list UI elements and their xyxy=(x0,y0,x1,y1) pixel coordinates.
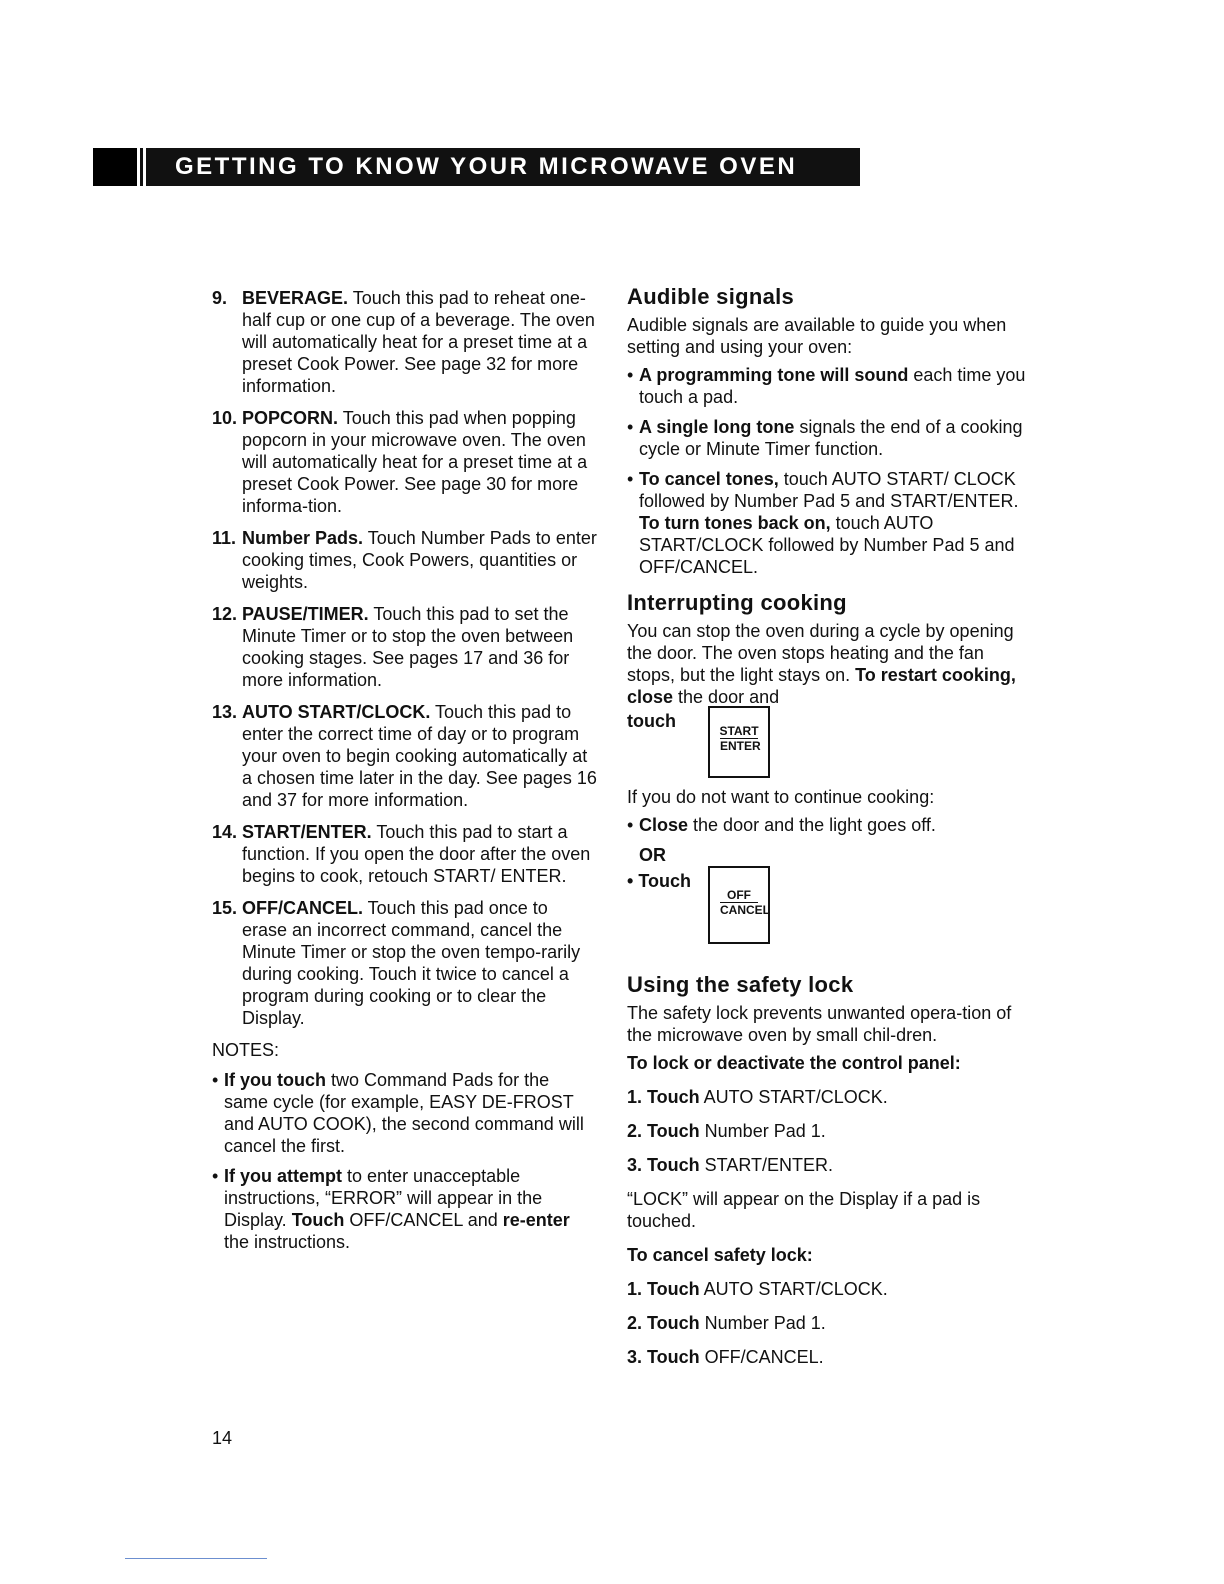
start-enter-key: START ENTER xyxy=(708,706,770,778)
item-number: 15. xyxy=(212,898,238,918)
audible-bullet: • To cancel tones, touch AUTO START/ CLOCK followed by Number Pad 5 and START/ENTER. To turn tones back on, touch AUTO START/CLOCK followed by Number Pad 5 and OFF/CANCEL. xyxy=(627,469,1019,577)
touch-off-row xyxy=(627,870,1027,956)
off-cancel-key: OFF CANCEL xyxy=(708,866,770,944)
item-text: Touch this pad to set the Minute Timer or to stop the oven between cooking stages. See pages 17 and 36 for more information. xyxy=(242,604,574,690)
item-label: BEVERAGE. xyxy=(242,288,349,308)
safety-intro: The safety lock prevents unwanted opera-tion of the microwave oven by small chil-dren. xyxy=(627,1003,1012,1045)
continue-paragraph: If you do not want to continue cooking: xyxy=(627,787,935,807)
close-bullet: • Close the door and the light goes off. xyxy=(627,815,936,835)
bullet-dot: • xyxy=(212,1070,219,1090)
item-label: START/ENTER. xyxy=(242,822,372,842)
item-text: Touch this pad to reheat one-half cup or one cup of a beverage. The oven will automatically heat for a preset time at a preset Cook Power. See page 32 for more information. xyxy=(242,288,595,396)
interrupt-paragraph: You can stop the oven during a cycle by opening the door. The oven stops heating and the fan stops, but the light stays on. To restart cooking, close the door and xyxy=(627,621,1016,707)
cancel-heading: To cancel safety lock: xyxy=(627,1245,813,1265)
cancel-step: 2. Touch Number Pad 1. xyxy=(627,1313,826,1333)
item-text: Touch this pad when popping popcorn in your microwave oven. The oven will automatically heat for a preset time at a preset Cook Power. See page 30 for more informa-tion. xyxy=(242,408,588,516)
item-text: Touch this pad to start a function. If you open the door after the oven begins to cook, retouch START/ ENTER. xyxy=(242,822,591,886)
list-item xyxy=(212,821,597,887)
touch-bullet: • Touch xyxy=(627,871,691,891)
header-stripe-1 xyxy=(137,148,140,186)
cancel-step: 3. Touch OFF/CANCEL. xyxy=(627,1347,824,1367)
note-bullet: • If you touch two Command Pads for the same cycle (for example, EASY DE-FROST and AUTO COOK), the second command will cancel the first. xyxy=(212,1070,584,1156)
section-title: GETTING TO KNOW YOUR MICROWAVE OVEN xyxy=(175,153,798,180)
page-number: 14 xyxy=(212,1428,233,1448)
bottom-rule xyxy=(125,1558,267,1559)
item-label: PAUSE/TIMER. xyxy=(242,604,369,624)
touch-start-row xyxy=(627,710,1027,786)
item-text: Touch this pad once to erase an incorrect command, cancel the Minute Timer or stop the oven tempo-rarily during cooking. Touch it twice to cancel a program during cooking or to clear the Display. xyxy=(242,898,581,1028)
header-block-decoration xyxy=(93,148,137,186)
interrupt-heading: Interrupting cooking xyxy=(627,590,847,615)
lock-heading: To lock or deactivate the control panel: xyxy=(627,1053,961,1073)
bullet-dot: • xyxy=(212,1166,219,1186)
cancel-step: 1. Touch AUTO START/CLOCK. xyxy=(627,1279,888,1299)
lock-step: 3. Touch START/ENTER. xyxy=(627,1155,834,1175)
item-number: 14. xyxy=(212,822,238,842)
list-item xyxy=(212,603,597,691)
item-label: OFF/CANCEL. xyxy=(242,898,363,918)
item-text: Touch this pad to enter the correct time of day or to program your oven to begin cooking automatically at a chosen time later in the day. See pages 16 and 37 for more information. xyxy=(242,702,597,810)
header-stripe-2 xyxy=(143,148,146,186)
lock-step: 1. Touch AUTO START/CLOCK. xyxy=(627,1087,888,1107)
lock-note: “LOCK” will appear on the Display if a pad is touched. xyxy=(627,1189,981,1231)
item-number: 11. xyxy=(212,528,237,548)
left-column xyxy=(212,287,597,1261)
audible-bullet: • A single long tone signals the end of a cooking cycle or Minute Timer function. xyxy=(627,417,1023,459)
item-label: Number Pads. xyxy=(242,528,364,548)
notes-heading: NOTES: xyxy=(212,1040,280,1060)
audible-bullet: • A programming tone will sound each time you touch a pad. xyxy=(627,365,1026,407)
touch-label: touch xyxy=(627,711,676,731)
item-number: 9. xyxy=(212,288,228,308)
lock-step: 2. Touch Number Pad 1. xyxy=(627,1121,826,1141)
list-item xyxy=(212,897,597,1029)
or-label: OR xyxy=(639,845,666,865)
list-item xyxy=(212,527,597,593)
item-label: POPCORN. xyxy=(242,408,339,428)
list-item xyxy=(212,407,597,517)
list-item xyxy=(212,701,597,811)
section-header-bar xyxy=(93,148,860,186)
safety-heading: Using the safety lock xyxy=(627,972,854,997)
audible-heading: Audible signals xyxy=(627,284,795,309)
item-label: AUTO START/CLOCK. xyxy=(242,702,431,722)
item-text: Touch Number Pads to enter cooking times, Cook Powers, quantities or weights. xyxy=(242,528,597,592)
right-column xyxy=(627,284,1027,1380)
item-number: 10. xyxy=(212,408,238,428)
list-item xyxy=(212,287,597,397)
item-number: 13. xyxy=(212,702,238,722)
audible-intro: Audible signals are available to guide you when setting and using your oven: xyxy=(627,315,1007,357)
note-bullet: • If you attempt to enter unacceptable instructions, “ERROR” will appear in the Display. Touch OFF/CANCEL and re-enter the instructions. xyxy=(212,1166,570,1252)
item-number: 12. xyxy=(212,604,238,624)
